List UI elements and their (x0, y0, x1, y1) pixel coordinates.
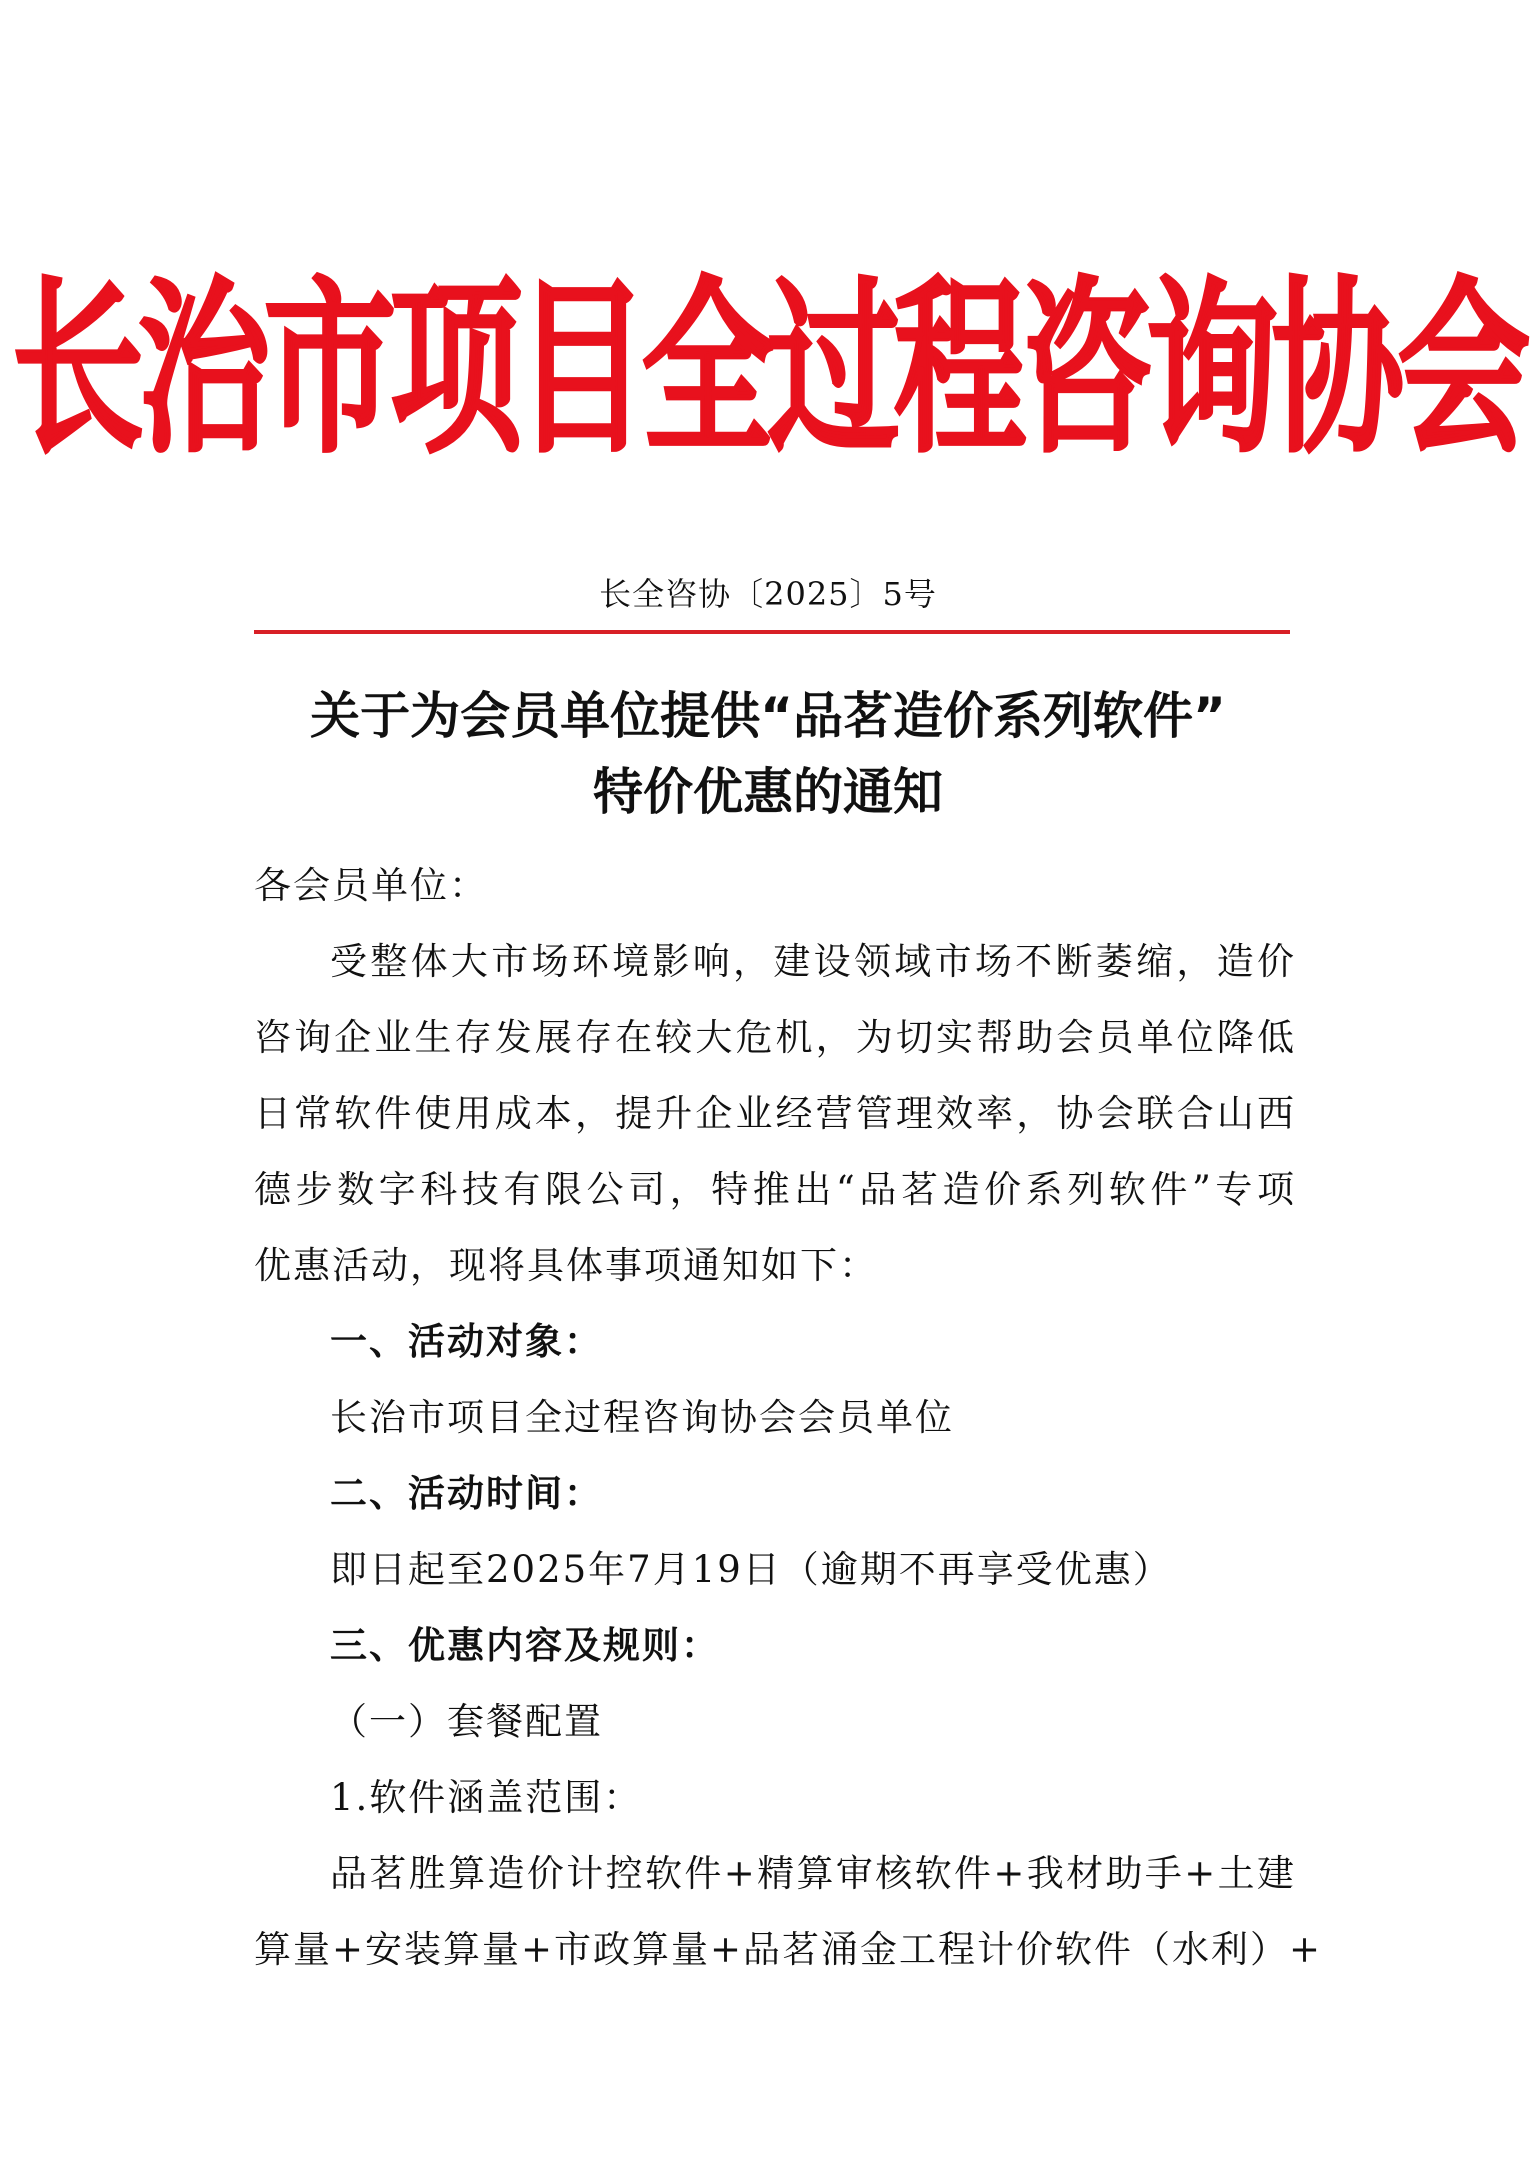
red-divider-line (254, 630, 1290, 634)
section-1-content: 长治市项目全过程咨询协会会员单位 (330, 1396, 954, 1439)
section-2-content: 即日起至2025年7月19日（逾期不再享受优惠） (330, 1548, 1172, 1591)
intro-line-3: 日常软件使用成本，提升企业经营管理效率，协会联合山西 (254, 1092, 1296, 1135)
title-line-2: 特价优惠的通知 (593, 763, 943, 821)
section-3-heading: 三、优惠内容及规则： (330, 1624, 720, 1667)
salutation: 各会员单位： (254, 864, 488, 907)
intro-line-2: 咨询企业生存发展存在较大危机，为切实帮助会员单位降低 (254, 1016, 1296, 1059)
document-title (0, 678, 1536, 830)
intro-line-1: 受整体大市场环境影响，建设领域市场不断萎缩，造价 (330, 940, 1296, 983)
item-1-content-line-1: 品茗胜算造价计控软件+精算审核软件+我材助手+土建 (330, 1852, 1296, 1895)
document-number: 长全咨协〔2025〕5号 (599, 575, 937, 613)
masthead (0, 250, 1536, 490)
subsection-1-heading: （一）套餐配置 (330, 1700, 603, 1743)
title-line-1: 关于为会员单位提供“品茗造价系列软件” (310, 687, 1226, 745)
item-1-heading: 1.软件涵盖范围： (330, 1776, 643, 1819)
section-2-heading: 二、活动时间： (330, 1472, 603, 1515)
item-1-content-line-2: 算量+安装算量+市政算量+品茗涌金工程计价软件（水利）+ (254, 1928, 1323, 1971)
section-1-heading: 一、活动对象： (330, 1320, 603, 1363)
intro-line-5: 优惠活动，现将具体事项通知如下： (254, 1244, 878, 1287)
intro-line-4: 德步数字科技有限公司，特推出“品茗造价系列软件”专项 (254, 1168, 1296, 1211)
masthead-org-name: 长治市项目全过程咨询协会 (12, 259, 1524, 480)
